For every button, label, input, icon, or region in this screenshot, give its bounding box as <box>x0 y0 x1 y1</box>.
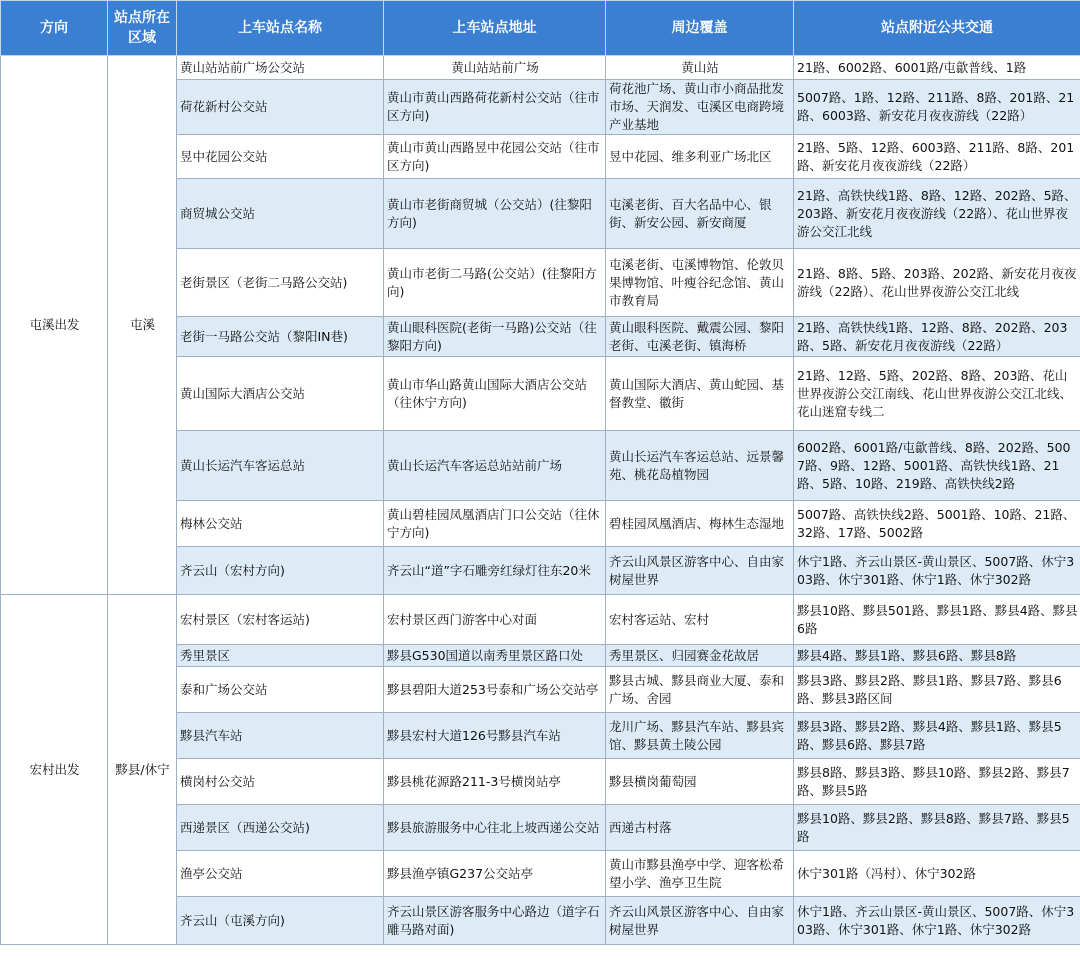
transit-cell: 休宁301路（冯村）、休宁302路 <box>794 851 1080 897</box>
transit-cell: 5007路、1路、12路、211路、8路、201路、21路、6003路、新安花月夜夜游线（22路） <box>794 80 1080 135</box>
coverage-cell: 荷花池广场、黄山市小商品批发市场、天润发、屯溪区电商跨境产业基地 <box>606 80 794 135</box>
coverage-cell: 屯溪老街、百大名品中心、银街、新安公园、新安商厦 <box>606 179 794 249</box>
stop-name-cell: 齐云山（宏村方向) <box>177 547 384 595</box>
transit-cell: 21路、6002路、6001路/屯歙普线、1路 <box>794 56 1080 80</box>
direction-cell: 屯溪出发 <box>1 56 108 595</box>
coverage-cell: 西递古村落 <box>606 805 794 851</box>
stop-address-cell: 黄山眼科医院(老街一马路)公交站（往黎阳方向) <box>384 317 606 357</box>
table-row <box>1 56 1080 80</box>
stop-name-cell: 西递景区（西递公交站) <box>177 805 384 851</box>
coverage-cell: 齐云山风景区游客中心、自由家树屋世界 <box>606 897 794 945</box>
area-cell: 黟县/休宁 <box>108 595 177 945</box>
stop-name-cell: 昱中花园公交站 <box>177 135 384 179</box>
stop-address-cell: 黟县桃花源路211-3号横岗站亭 <box>384 759 606 805</box>
coverage-cell: 黟县古城、黟县商业大厦、泰和广场、舍园 <box>606 667 794 713</box>
transit-cell: 6002路、6001路/屯歙普线、8路、202路、5007路、9路、12路、5001路、高铁快线1路、21路、5路、10路、219路、高铁快线2路 <box>794 431 1080 501</box>
stop-address-cell: 齐云山景区游客服务中心路边（道字石雕马路对面) <box>384 897 606 945</box>
transit-cell: 21路、5路、12路、6003路、211路、8路、201路、新安花月夜夜游线（22路） <box>794 135 1080 179</box>
stop-name-cell: 商贸城公交站 <box>177 179 384 249</box>
header-transit: 站点附近公共交通 <box>794 1 1080 56</box>
stop-address-cell: 黟县渔亭镇G237公交站亭 <box>384 851 606 897</box>
stop-name-cell: 老街景区（老街二马路公交站) <box>177 249 384 317</box>
direction-cell: 宏村出发 <box>1 595 108 945</box>
stop-name-cell: 老街一马路公交站（黎阳IN巷) <box>177 317 384 357</box>
table-row <box>1 595 1080 645</box>
coverage-cell: 秀里景区、归园赛金花故居 <box>606 645 794 667</box>
stop-address-cell: 黟县碧阳大道253号泰和广场公交站亭 <box>384 667 606 713</box>
transit-cell: 黟县8路、黟县3路、黟县10路、黟县2路、黟县7路、黟县5路 <box>794 759 1080 805</box>
stop-name-cell: 渔亭公交站 <box>177 851 384 897</box>
area-cell: 屯溪 <box>108 56 177 595</box>
transit-cell: 21路、高铁快线1路、12路、8路、202路、203路、5路、新安花月夜夜游线（22路） <box>794 317 1080 357</box>
header-direction: 方向 <box>1 1 108 56</box>
coverage-cell: 宏村客运站、宏村 <box>606 595 794 645</box>
stop-address-cell: 黄山市华山路黄山国际大酒店公交站（往休宁方向) <box>384 357 606 431</box>
stop-address-cell: 黟县旅游服务中心往北上坡西递公交站 <box>384 805 606 851</box>
stop-address-cell: 宏村景区西门游客中心对面 <box>384 595 606 645</box>
coverage-cell: 屯溪老街、屯溪博物馆、伦敦贝果博物馆、叶瘦谷纪念馆、黄山市教育局 <box>606 249 794 317</box>
stop-name-cell: 黄山国际大酒店公交站 <box>177 357 384 431</box>
stop-address-cell: 黄山市黄山西路昱中花园公交站（往市区方向) <box>384 135 606 179</box>
stop-address-cell: 黄山站站前广场 <box>384 56 606 80</box>
stop-address-cell: 黟县G530国道以南秀里景区路口处 <box>384 645 606 667</box>
transit-cell: 黟县4路、黟县1路、黟县6路、黟县8路 <box>794 645 1080 667</box>
transit-cell: 黟县10路、黟县2路、黟县8路、黟县7路、黟县5路 <box>794 805 1080 851</box>
stop-address-cell: 黄山市黄山西路荷花新村公交站（往市区方向) <box>384 80 606 135</box>
coverage-cell: 黄山国际大酒店、黄山蛇园、基督教堂、徽街 <box>606 357 794 431</box>
stop-address-cell: 黄山长运汽车客运总站站前广场 <box>384 431 606 501</box>
transit-cell: 黟县10路、黟县501路、黟县1路、黟县4路、黟县6路 <box>794 595 1080 645</box>
stop-name-cell: 宏村景区（宏村客运站) <box>177 595 384 645</box>
stop-name-cell: 黟县汽车站 <box>177 713 384 759</box>
stop-address-cell: 齐云山“道”字石雕旁红绿灯往东20米 <box>384 547 606 595</box>
stop-name-cell: 黄山站站前广场公交站 <box>177 56 384 80</box>
coverage-cell: 黄山站 <box>606 56 794 80</box>
stop-address-cell: 黟县宏村大道126号黟县汽车站 <box>384 713 606 759</box>
header-stop-name: 上车站点名称 <box>177 1 384 56</box>
stop-name-cell: 横岗村公交站 <box>177 759 384 805</box>
stop-name-cell: 秀里景区 <box>177 645 384 667</box>
coverage-cell: 黄山市黟县渔亭中学、迎客松希望小学、渔亭卫生院 <box>606 851 794 897</box>
coverage-cell: 齐云山风景区游客中心、自由家树屋世界 <box>606 547 794 595</box>
stop-name-cell: 黄山长运汽车客运总站 <box>177 431 384 501</box>
header-area: 站点所在区域 <box>108 1 177 56</box>
coverage-cell: 龙川广场、黟县汽车站、黟县宾馆、黟县黄土陵公园 <box>606 713 794 759</box>
table-header-row <box>1 1 1080 56</box>
transit-cell: 黟县3路、黟县2路、黟县4路、黟县1路、黟县5路、黟县6路、黟县7路 <box>794 713 1080 759</box>
stop-address-cell: 黄山市老街商贸城（公交站）(往黎阳方向) <box>384 179 606 249</box>
transit-cell: 休宁1路、齐云山景区-黄山景区、5007路、休宁303路、休宁301路、休宁1路、休宁302路 <box>794 547 1080 595</box>
stop-name-cell: 荷花新村公交站 <box>177 80 384 135</box>
transit-cell: 21路、8路、5路、203路、202路、新安花月夜夜游线（22路）、花山世界夜游公交江北线 <box>794 249 1080 317</box>
header-stop-address: 上车站点地址 <box>384 1 606 56</box>
transit-cell: 21路、高铁快线1路、8路、12路、202路、5路、203路、新安花月夜夜游线（22路）、花山世界夜游公交江北线 <box>794 179 1080 249</box>
coverage-cell: 黟县横岗葡萄园 <box>606 759 794 805</box>
transit-cell: 5007路、高铁快线2路、5001路、10路、21路、32路、17路、5002路 <box>794 501 1080 547</box>
stop-name-cell: 齐云山（屯溪方向) <box>177 897 384 945</box>
transit-cell: 黟县3路、黟县2路、黟县1路、黟县7路、黟县6路、黟县3路区间 <box>794 667 1080 713</box>
coverage-cell: 黄山眼科医院、戴震公园、黎阳老街、屯溪老街、镇海桥 <box>606 317 794 357</box>
stop-address-cell: 黄山碧桂园凤凰酒店门口公交站（往休宁方向) <box>384 501 606 547</box>
coverage-cell: 昱中花园、维多利亚广场北区 <box>606 135 794 179</box>
stop-name-cell: 泰和广场公交站 <box>177 667 384 713</box>
transit-cell: 21路、12路、5路、202路、8路、203路、花山世界夜游公交江南线、花山世界夜游公交江北线、花山迷窟专线二 <box>794 357 1080 431</box>
transit-cell: 休宁1路、齐云山景区-黄山景区、5007路、休宁303路、休宁301路、休宁1路、休宁302路 <box>794 897 1080 945</box>
stop-address-cell: 黄山市老街二马路(公交站）(往黎阳方向) <box>384 249 606 317</box>
coverage-cell: 黄山长运汽车客运总站、远景馨苑、桃花岛植物园 <box>606 431 794 501</box>
header-coverage: 周边覆盖 <box>606 1 794 56</box>
coverage-cell: 碧桂园凤凰酒店、梅林生态湿地 <box>606 501 794 547</box>
stop-name-cell: 梅林公交站 <box>177 501 384 547</box>
